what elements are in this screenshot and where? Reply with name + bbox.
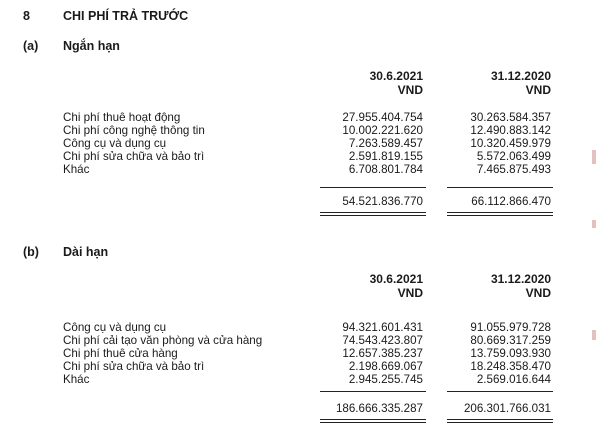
total-double-rule-2 — [447, 212, 553, 216]
row-value-2021: 27.955.404.754 — [342, 111, 423, 124]
row-value-2021: 74.543.423.807 — [342, 334, 423, 347]
row-value-2020: 12.490.883.142 — [470, 124, 551, 137]
column-header-unit-2: VND — [525, 83, 551, 97]
subsection-title-long-term: Dài hạn — [63, 245, 109, 259]
row-value-2020: 7.465.875.493 — [476, 163, 551, 176]
row-label: Khác — [63, 373, 90, 386]
row-value-2021: 2.591.819.155 — [348, 150, 423, 163]
row-value-2021: 12.657.385.237 — [342, 347, 423, 360]
subtotal-rule-1 — [320, 391, 426, 392]
row-label: Công cụ và dụng cụ — [63, 321, 167, 334]
row-value-2020: 13.759.093.930 — [470, 347, 551, 360]
total-double-rule-1 — [320, 419, 426, 423]
column-header-unit-1: VND — [397, 83, 423, 97]
column-header-date-1: 30.6.2021 — [369, 69, 423, 83]
margin-scan-mark — [592, 220, 596, 228]
row-value-2020: 2.569.016.644 — [476, 373, 551, 386]
total-double-rule-2 — [447, 419, 553, 423]
subtotal-rule-2 — [447, 391, 553, 392]
total-2021: 54.521.836.770 — [342, 195, 423, 208]
subsection-tag-a: (a) — [23, 39, 39, 53]
row-label: Chi phí thuê cửa hàng — [63, 347, 178, 360]
column-header-date-1: 30.6.2021 — [369, 272, 423, 286]
subtotal-rule-2 — [447, 187, 553, 188]
row-value-2020: 30.263.584.357 — [470, 111, 551, 124]
subsection-tag-b: (b) — [23, 245, 39, 259]
column-header-unit-2: VND — [525, 286, 551, 300]
margin-scan-mark — [592, 330, 596, 340]
row-value-2021: 7.263.589.457 — [348, 137, 423, 150]
row-value-2020: 5.572.063.499 — [476, 150, 551, 163]
column-header-date-2: 31.12.2020 — [490, 69, 551, 83]
row-label: Chi phí sửa chữa và bảo trì — [63, 360, 205, 373]
row-value-2021: 10.002.221.620 — [342, 124, 423, 137]
row-label: Chi phí thuê hoạt động — [63, 111, 181, 124]
total-double-rule-1 — [320, 212, 426, 216]
section-title: CHI PHÍ TRẢ TRƯỚC — [63, 9, 189, 23]
total-2020: 206.301.766.031 — [463, 402, 551, 415]
row-label: Chi phí cải tạo văn phòng và cửa hàng — [63, 334, 263, 347]
subsection-title-short-term: Ngắn hạn — [63, 39, 120, 53]
row-value-2020: 91.055.979.728 — [470, 321, 551, 334]
row-label: Khác — [63, 163, 90, 176]
total-2021: 186.666.335.287 — [335, 402, 423, 415]
row-value-2020: 18.248.358.470 — [470, 360, 551, 373]
section-number: 8 — [23, 9, 30, 23]
row-label: Chi phí sửa chữa và bảo trì — [63, 150, 205, 163]
total-2020: 66.112.866.470 — [471, 195, 551, 208]
column-header-unit-1: VND — [397, 286, 423, 300]
row-value-2020: 80.669.317.259 — [470, 334, 551, 347]
row-value-2021: 2.198.669.067 — [348, 360, 423, 373]
margin-scan-mark — [592, 150, 596, 164]
row-label: Công cụ và dụng cụ — [63, 137, 167, 150]
row-label: Chi phí công nghệ thông tin — [63, 124, 205, 137]
subtotal-rule-1 — [320, 187, 426, 188]
row-value-2021: 94.321.601.431 — [342, 321, 423, 334]
row-value-2020: 10.320.459.979 — [470, 137, 551, 150]
column-header-date-2: 31.12.2020 — [490, 272, 551, 286]
row-value-2021: 6.708.801.784 — [348, 163, 423, 176]
row-value-2021: 2.945.255.745 — [348, 373, 423, 386]
